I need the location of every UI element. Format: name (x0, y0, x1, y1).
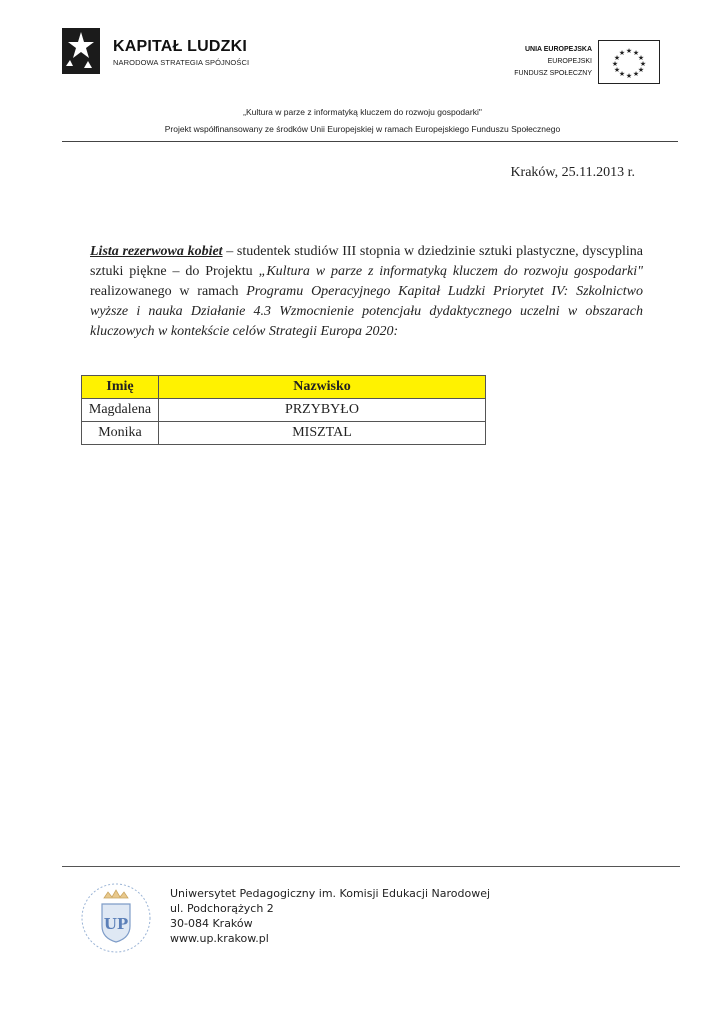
body-part1: – studentek studiów III stopnia w dziedzinie sztuki plastyczne, dyscyplina sztuki piękne – do Projektu (90, 244, 643, 279)
footer-street: ul. Podchorążych 2 (170, 902, 274, 915)
svg-text:★: ★ (625, 47, 633, 55)
svg-text:UP: UP (103, 915, 129, 933)
svg-text:★: ★ (625, 72, 633, 80)
eu-line1: UNIA EUROPEJSKA (524, 46, 592, 53)
svg-text:★: ★ (632, 49, 640, 57)
eu-line3: FUNDUSZ SPOŁECZNY (514, 70, 592, 77)
svg-text:★: ★ (639, 60, 647, 68)
body-part2: realizowanego w ramach (90, 284, 247, 299)
header-first-name: Imię (82, 376, 159, 399)
logo-title: KAPITAŁ LUDZKI (113, 38, 248, 55)
table-row (82, 422, 486, 445)
svg-text:★: ★ (613, 54, 621, 62)
svg-text:★: ★ (618, 70, 626, 78)
header-divider (62, 141, 678, 142)
footer-address (170, 886, 490, 946)
logo-subtitle: NARODOWA STRATEGIA SPÓJNOŚCI (113, 58, 250, 67)
eu-label (514, 44, 592, 80)
university-seal-icon (73, 880, 159, 956)
kapital-ludzki-logo-icon (62, 28, 100, 74)
project-cofinance-line: Projekt współfinansowany ze środków Unii Europejskiej w ramach Europejskiego Funduszu Społecznego (164, 124, 561, 134)
eu-line2: EUROPEJSKI (547, 58, 592, 65)
svg-text:★: ★ (613, 66, 621, 74)
project-title-line: „Kultura w parze z informatyką kluczem do rozwoju gospodarki" (243, 107, 482, 117)
cell-first-name: Monika (82, 422, 159, 445)
table-header-row (82, 376, 486, 399)
footer-city: 30-084 Kraków (170, 917, 253, 930)
document-date: Kraków, 25.11.2013 r. (510, 165, 635, 180)
eu-flag-icon (598, 40, 660, 84)
cell-first-name: Magdalena (82, 399, 159, 422)
footer-university: Uniwersytet Pedagogiczny im. Komisji Edukacji Narodowej (170, 887, 491, 900)
svg-text:★: ★ (618, 49, 626, 57)
cell-last-name: MISZTAL (159, 422, 486, 445)
svg-text:★: ★ (637, 54, 645, 62)
header-last-name: Nazwisko (159, 376, 486, 399)
list-title: Lista rezerwowa kobiet (90, 244, 223, 259)
project-name: „Kultura w parze z informatyką kluczem do rozwoju gospodarki" (258, 264, 644, 279)
table-row (82, 399, 486, 422)
program-name: Programu Operacyjnego Kapitał Ludzki Priorytet IV: Szkolnictwo wyższe i nauka Działanie 4.3 Wzmocnienie potencjału dydaktycznego uczelni w obszarach kluczowych w kontekście celów Strategii Europa 2020: (90, 284, 643, 339)
footer-divider (62, 866, 680, 867)
footer-website: www.up.krakow.pl (170, 932, 269, 945)
reserve-list-table (81, 375, 486, 445)
svg-text:★: ★ (611, 60, 619, 68)
cell-last-name: PRZYBYŁO (159, 399, 486, 422)
body-paragraph (90, 242, 643, 342)
svg-text:★: ★ (632, 70, 640, 78)
svg-text:★: ★ (637, 66, 645, 74)
